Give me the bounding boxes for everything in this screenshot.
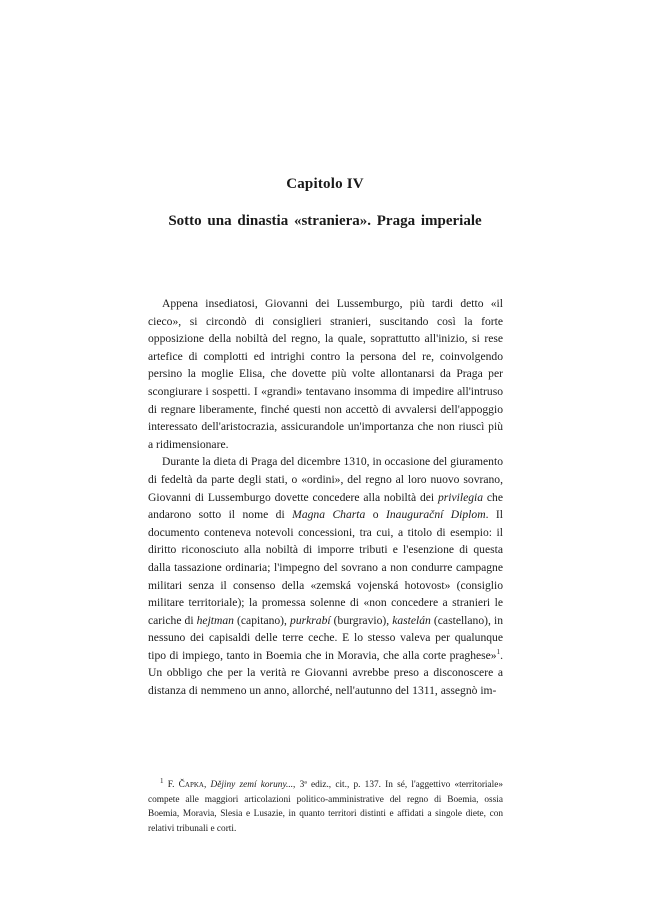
text-run: che andarono sotto il nome di <box>148 490 503 522</box>
footnote-reference[interactable]: 1 <box>496 648 501 657</box>
text-run: (capitano), <box>233 613 291 627</box>
text-run: . Un obbligo che per la verità re Giovanni avrebbe preso a disconoscere a distanza di nemmeno un anno, allorché, nell'autunno del 1311, assegnò im- <box>148 648 503 698</box>
footnote-author: F. Čapka <box>167 780 204 790</box>
footnote-1: $^1$ F. Čapka, Dějiny zemí koruny..., 3ª ediz., cit., p. 137. In sé, l'aggettivo «territoriale» compete alle maggiori articolazioni politico-amministrative del regno di Boemia, ossia Boemia, Moravia, Slesia e Lusazie, in quanto territori distinti e affidati a singole diete, con relativi tribunali e corti. <box>148 776 504 834</box>
paragraph-1: Appena insediatosi, Giovanni dei Lussemburgo, più tardi detto «il cieco», si circondò di consiglieri stranieri, suscitando così la forte opposizione della nobiltà del regno, la quale, soprattutto all'inizio, si rese artefice di complotti ed intrighi contro la persona del re, coinvolgendo persino la moglie Elisa, che dovette più volte allontanarsi da Praga per scongiurare i sospetti. I «grandi» tentavano insomma di impedire all'intruso di regnare liberamente, finché questi non accettò di avvalersi dell'appoggio interessato dell'aristocrazia, assicurandole un'importanza che non riuscì più a ridimensionare. <box>148 297 503 451</box>
footnotes <box>148 778 503 836</box>
paragraph-2 <box>148 453 503 699</box>
text-run: (castellano), in nessuno dei capisaldi delle terre ceche. E lo stesso valeva per qualunque tipo di impiego, tanto in Boemia che in Moravia, che alla corte praghese» <box>148 613 503 662</box>
body-text <box>148 295 503 700</box>
italic-term-privilegia: privilegia <box>437 490 484 504</box>
italic-term-purkrabi: purkrabí <box>290 613 331 627</box>
footnote-text: , 3ª ediz., cit., p. 137. In sé, l'aggettivo «territoriale» compete alle maggiori articolazioni politico-amministrative del regno di Boemia, ossia Boemia, Moravia, Slesia e Lusazie, in quanto territori distinti e affidati a singole diete, con relativi tribunali e corti. <box>148 780 504 834</box>
chapter-number: Capitolo IV <box>286 176 364 192</box>
text-run: Durante la dieta di Praga del dicembre 1310, in occasione del giuramento di fedeltà da parte degli stati, o «ordini», del regno al loro nuovo sovrano, Giovanni di Lussemburgo dovette concedere alla nobiltà dei <box>148 455 503 504</box>
text-run: (burgravio), <box>330 613 393 627</box>
footnote-work-title: Dějiny zemí koruny... <box>210 780 294 790</box>
italic-term-hejtman: hejtman <box>196 613 234 627</box>
chapter-title: Sotto una dinastia «straniera». Praga imperiale <box>168 213 482 229</box>
text-run: o <box>365 508 387 522</box>
text-run: . Il documento conteneva notevoli concessioni, tra cui, a titolo di esempio: il diritto riconosciuto alla nobiltà di imporre tributi e l'esenzione di questa dalla tassazione ordinaria; l'impegno del sovrano a non condurre campagne militari senza il consenso della «zemská vojenská hotovost» (consiglio militare territoriale); la promessa solenne di «non concedere a stranieri le cariche di <box>148 508 504 627</box>
italic-term-kastelan: kastelán <box>392 613 431 627</box>
italic-term-magna-charta: Magna Charta <box>292 508 366 522</box>
italic-term-inauguracni-diplom: Inaugurační Diplom <box>386 508 486 522</box>
footnote-number: 1 <box>160 776 164 785</box>
